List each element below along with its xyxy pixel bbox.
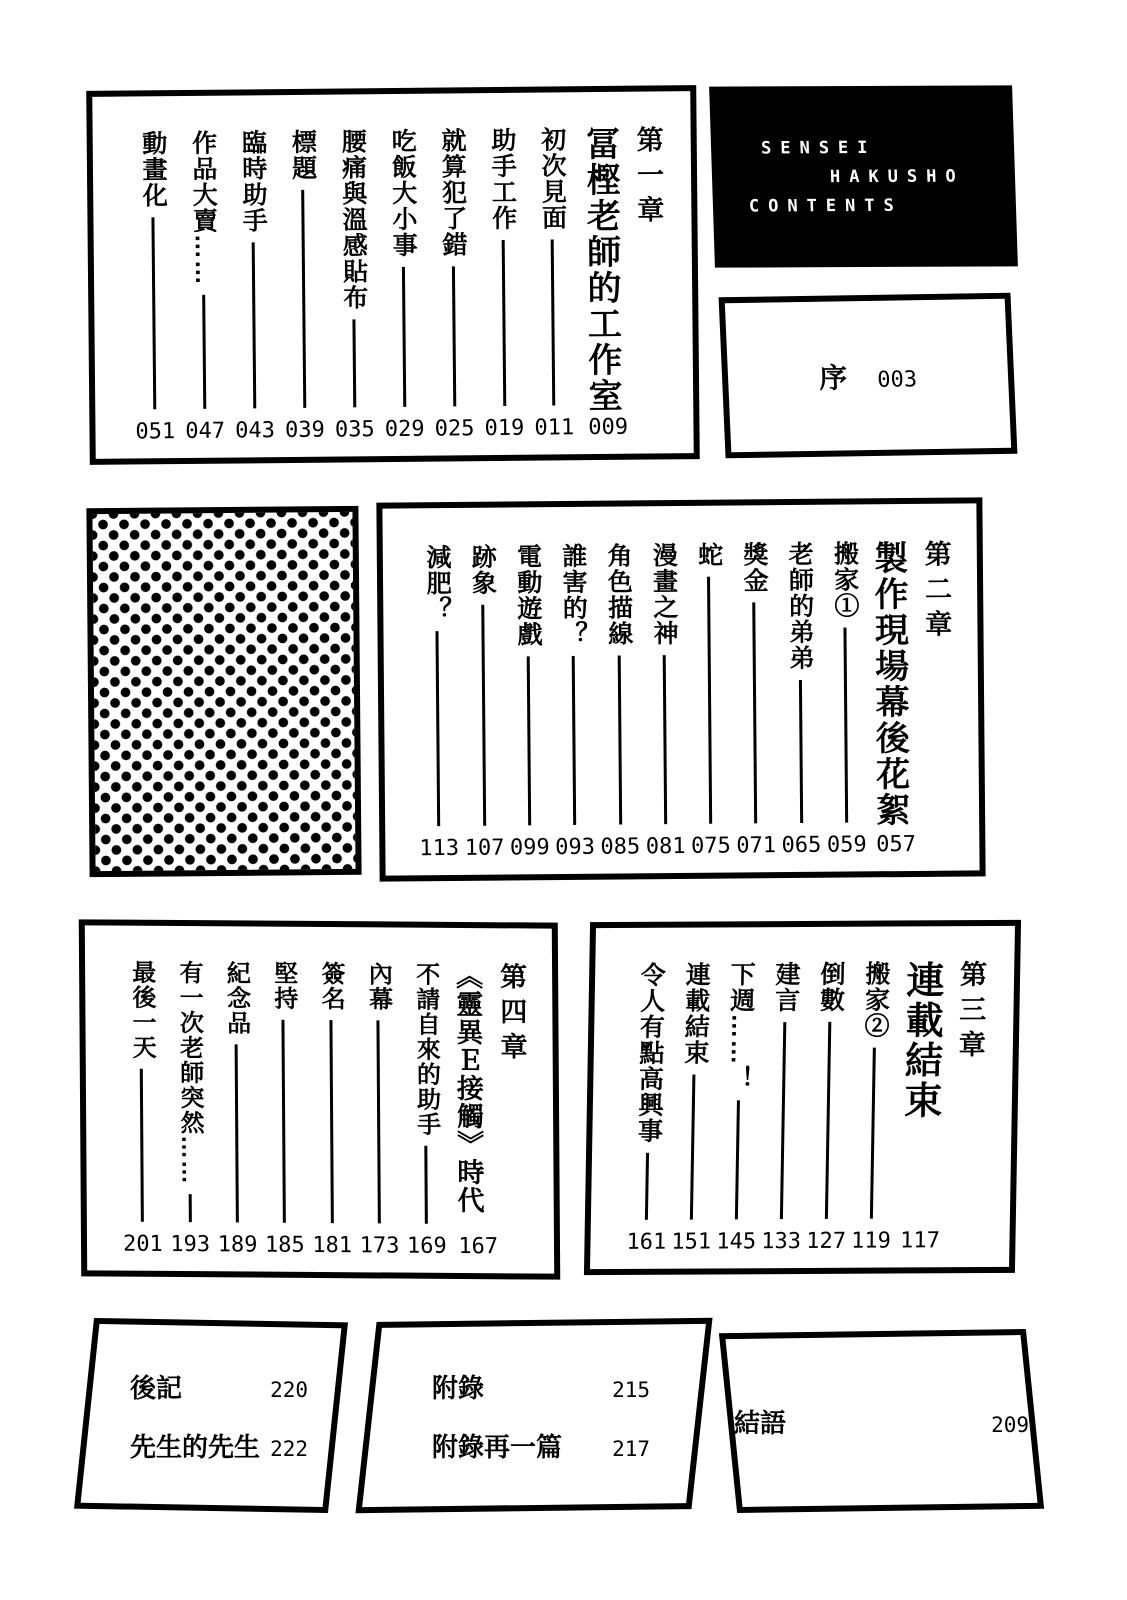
- leader-line: [436, 631, 441, 826]
- chapter3-start-page: 117: [899, 1228, 941, 1254]
- chapter1-heading: [581, 125, 665, 440]
- toc-entry: 蛇 075: [690, 541, 731, 859]
- appendix-row: 附錄再一篇 217: [432, 1431, 650, 1462]
- leader-line: [402, 267, 406, 407]
- afterword-row: 後記 220: [130, 1372, 308, 1403]
- afterword-panel: [74, 1318, 348, 1513]
- toc-entry: 不請自來的助手 169: [406, 961, 447, 1259]
- toc-entry: 最後一天 201: [122, 959, 163, 1257]
- leader-line: [780, 1022, 786, 1219]
- toc-entry: 腰痛與溫感貼布 035: [334, 128, 375, 443]
- leader-line: [690, 1075, 696, 1220]
- leader-line: [152, 217, 157, 409]
- toc-entry: 減肥？ 113: [419, 544, 460, 862]
- toc-entry: 倒數 127: [806, 960, 847, 1254]
- leader-line: [235, 1044, 239, 1222]
- leader-line: [452, 266, 456, 406]
- chapter2-title: 製作現場幕後花絮: [868, 540, 910, 829]
- chapter1-number: 第一章: [632, 125, 664, 231]
- preface-label: 序: [818, 361, 848, 394]
- series-logo: [709, 85, 1018, 267]
- chapter3-title: 連載結束: [897, 960, 943, 1121]
- toc-entry: 角色描線 085: [600, 542, 641, 860]
- toc-entry: 漫畫之神 081: [645, 542, 686, 860]
- chapter4-start-page: 167: [458, 1233, 499, 1260]
- leader-line: [425, 1146, 429, 1224]
- chapter2-panel: [376, 497, 985, 881]
- chapter1-title: 冨樫老師的工作室: [580, 125, 622, 415]
- logo-line: SENSEI: [760, 137, 877, 158]
- leader-line: [527, 656, 531, 825]
- chapter2-heading: [870, 540, 954, 858]
- chapter3-heading: [896, 960, 986, 1253]
- afterword-row: 先生的先生 222: [130, 1431, 308, 1462]
- toc-entry: 誰害的？ 093: [555, 542, 596, 861]
- toc-entry: 令人有點高興事 161: [626, 961, 667, 1255]
- toc-entry: 紀念品 189: [217, 960, 258, 1258]
- toc-entry: 搬家① 059: [826, 540, 867, 858]
- leader-line: [662, 655, 666, 824]
- leader-line: [140, 1069, 144, 1222]
- chapter1-panel: [86, 85, 700, 465]
- toc-entry: 吃飯大小事 029: [384, 127, 425, 443]
- leader-line: [799, 680, 803, 823]
- leader-line: [202, 295, 206, 409]
- halftone-dots-panel: [86, 506, 361, 877]
- leader-line: [707, 577, 712, 824]
- chapter4-title: 《靈異Ｅ接觸》時代: [451, 961, 484, 1215]
- toc-entry: 就算犯了錯 025: [434, 127, 475, 442]
- leader-line: [282, 1020, 286, 1223]
- toc-entry: 動畫化 051: [135, 130, 176, 445]
- leader-line: [376, 1020, 380, 1223]
- leader-line: [501, 240, 506, 406]
- leader-line: [735, 1100, 740, 1219]
- chapter4-panel: [79, 919, 560, 1279]
- leader-line: [329, 1020, 333, 1223]
- logo-line: HAKUSHO: [829, 166, 965, 187]
- leader-line: [870, 1048, 876, 1219]
- leader-line: [645, 1153, 649, 1220]
- toc-entry: 有一次老師突然…… 193: [170, 959, 211, 1258]
- chapter3-number: 第三章: [954, 960, 987, 1066]
- leader-line: [481, 605, 486, 826]
- preface-page: 003: [876, 366, 918, 393]
- leader-line: [572, 656, 576, 825]
- appendix-panel: [355, 1318, 712, 1513]
- chapter4-number: 第四章: [495, 962, 527, 1068]
- toc-entry: 堅持 185: [264, 960, 305, 1258]
- toc-entry: 簽名 181: [312, 960, 353, 1259]
- toc-entry: 連載結束 151: [671, 961, 712, 1255]
- chapter2-number: 第二章: [920, 539, 952, 645]
- toc-entry: 獎金 071: [736, 541, 777, 859]
- appendix-row: 附錄 215: [432, 1372, 650, 1403]
- preface-panel: [719, 293, 1018, 459]
- leader-line: [252, 242, 257, 408]
- closing-panel: [719, 1329, 1044, 1513]
- toc-entry: 下週……！ 145: [716, 961, 757, 1255]
- leader-line: [301, 190, 306, 408]
- toc-entry: 初次見面 011: [534, 126, 575, 441]
- toc-entry: 臨時助手 043: [235, 129, 276, 444]
- toc-entry: 老師的弟弟 065: [781, 540, 822, 859]
- logo-line: CONTENTS: [748, 195, 904, 217]
- chapter3-panel: [584, 920, 1021, 1275]
- leader-line: [753, 602, 758, 823]
- toc-entry: 助手工作 019: [484, 126, 525, 442]
- toc-entry: 搬家② 119: [850, 960, 892, 1254]
- closing-row: 結語 209: [734, 1407, 1029, 1438]
- toc-entry: 作品大賣…… 047: [185, 129, 226, 444]
- leader-line: [188, 1194, 191, 1222]
- leader-line: [352, 319, 356, 407]
- leader-line: [825, 1022, 831, 1219]
- toc-entry: 跡象 107: [464, 543, 505, 861]
- leader-line: [551, 239, 556, 405]
- toc-entry: 建言 133: [761, 961, 802, 1255]
- chapter1-start-page: 009: [588, 414, 629, 441]
- chapter4-heading: [452, 962, 528, 1260]
- toc-entry: 內幕 173: [359, 961, 400, 1259]
- toc-entry: 標題 039: [284, 128, 325, 444]
- toc-entry: 電動遊戲 099: [509, 543, 550, 861]
- leader-line: [843, 628, 848, 823]
- leader-line: [617, 656, 621, 825]
- chapter2-start-page: 057: [876, 831, 917, 858]
